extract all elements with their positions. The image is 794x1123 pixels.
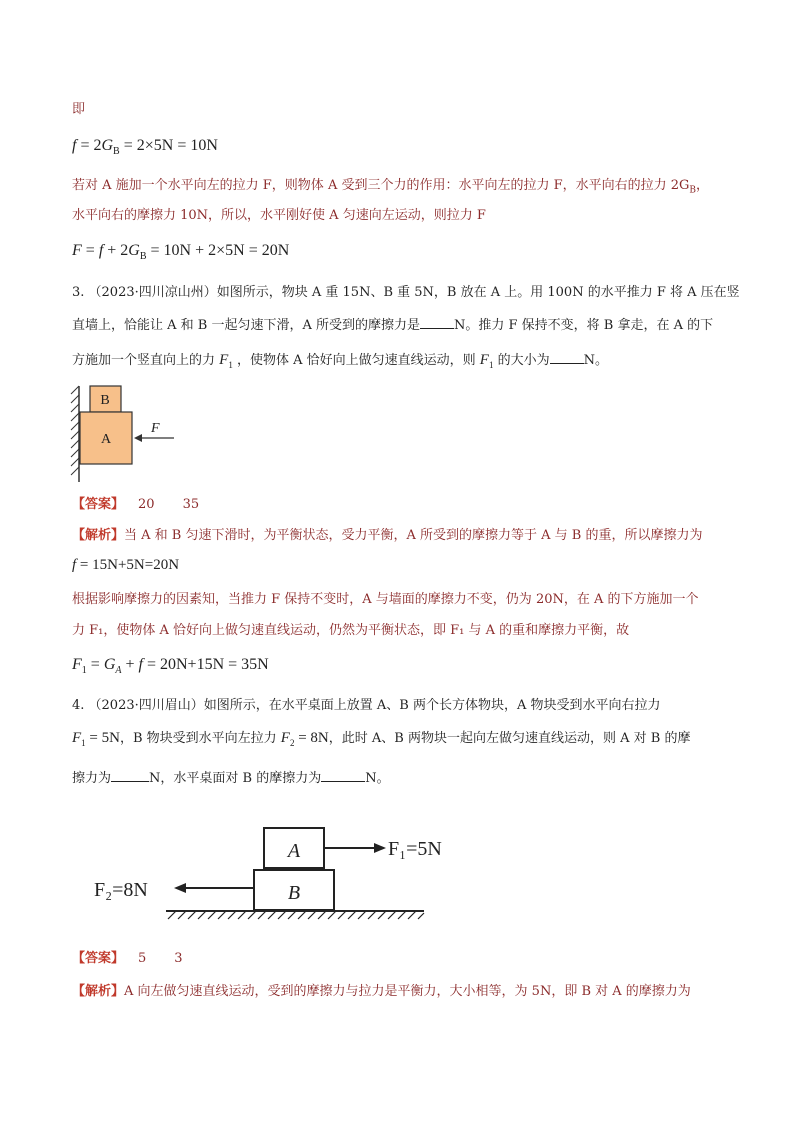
force-arrow-head	[134, 434, 142, 442]
text-segment: N。推力 F 保持不变，将 B 拿走，在 A 的下	[454, 318, 714, 333]
text-line	[72, 177, 709, 200]
text-segment: 直墙上，恰能让 A 和 B 一起匀速下滑，A 所受到的摩擦力是	[72, 318, 420, 333]
force-f1-arrowhead	[374, 843, 386, 853]
text-segment: ，	[696, 178, 710, 193]
text-segment: ，使物体 A 恰好向上做匀速直线运动，则	[236, 353, 476, 368]
text-segment: ，B 物块受到水平向左拉力	[119, 731, 277, 746]
answer-line	[72, 496, 199, 514]
question-4-line-3	[72, 769, 390, 788]
math-F1: $F_1$	[479, 352, 494, 370]
text-line: 水平向右的摩擦力 10N，所以，水平刚好使 A 匀速向左运动，则拉力 F	[72, 208, 486, 223]
equation-F1: $F_1 = G_A + f = 20N+15N = 35N$	[72, 656, 269, 677]
question-3-line-2	[72, 316, 713, 335]
answer-value: 35	[182, 497, 200, 512]
equation-friction: f = 15N+5N=20N	[72, 557, 180, 573]
question-4-line-2	[72, 729, 690, 752]
analysis-line	[72, 983, 691, 1001]
answer-blank	[420, 316, 454, 329]
equation-F: $F = f + 2G_B = 10N + 2\times 5N = 20N$	[72, 242, 290, 263]
math-F2-8N: $F_2 = 8N$	[280, 730, 329, 748]
block-a-label: A	[100, 432, 112, 447]
answer-value: 3	[174, 951, 183, 966]
math-F1: $F_1$	[219, 352, 233, 370]
answer-value: 5	[138, 951, 147, 966]
subscript: B	[689, 185, 697, 196]
analysis-line: 力 F₁，使物体 A 恰好向上做匀速直线运动，仍然为平衡状态，即 F₁ 与 A 的重和摩擦力平衡，故	[72, 623, 630, 638]
text-segment: N，水平桌面对 B 的摩擦力为	[149, 771, 322, 786]
answer-blank	[111, 769, 149, 782]
analysis-tag: 【解析】	[72, 984, 125, 999]
force-f1-label: F₁=5N	[388, 838, 442, 860]
question-4-line-1: 4. （2023·四川眉山）如图所示，在水平桌面上放置 A、B 两个长方体物块，A 物块受到水平向右拉力	[72, 698, 661, 713]
answer-blank	[321, 769, 365, 782]
force-f2-arrowhead	[174, 883, 186, 893]
text-segment: 的大小为	[497, 353, 550, 368]
analysis-line: 根据影响摩擦力的因素知，当推力 F 保持不变时，A 与墙面的摩擦力不变，仍为 20N，在 A 的下方施加一个	[72, 592, 699, 607]
question-3-line-3	[72, 351, 608, 374]
text-segment: ，此时 A、B 两物块一起向左做匀速直线运动，则 A 对 B 的摩	[328, 731, 691, 746]
text-segment: N。	[365, 771, 390, 786]
answer-blank	[550, 351, 584, 364]
analysis-text: 当 A 和 B 匀速下滑时，为平衡状态，受力平衡，A 所受到的摩擦力等于 A 与 B 的重，所以摩擦力为	[124, 528, 703, 543]
analysis-line	[72, 527, 702, 545]
answer-line	[72, 950, 183, 968]
answer-value: 20	[138, 497, 155, 512]
block-b-label: B	[100, 393, 110, 408]
question-3-line-1: 3. （2023·四川凉山州）如图所示，物块 A 重 15N、B 重 5N，B 放在 A 上。用 100N 的水平推力 F 将 A 压在竖	[72, 285, 740, 300]
text-line: 即	[72, 102, 86, 117]
block-b-label: B	[287, 882, 301, 904]
wall-hatching	[71, 386, 79, 475]
block-a-label: A	[287, 840, 301, 862]
text-segment: 擦力为	[72, 771, 112, 786]
answer-tag: 【答案】	[72, 497, 125, 512]
table-blocks-figure	[88, 820, 468, 930]
equation-f-2gb: $f = 2G_B = 2\times 5N = 10N$	[72, 137, 218, 158]
table-hatching	[168, 911, 424, 919]
text-segment: 方施加一个竖直向上的力	[72, 353, 216, 368]
answer-tag: 【答案】	[72, 951, 125, 966]
wall-blocks-figure	[68, 382, 180, 486]
math-F1-5N: $F_1 = 5N$	[72, 730, 120, 748]
analysis-text: A 向左做匀速直线运动，受到的摩擦力与拉力是平衡力，大小相等，为 5N，即 B 对 A 的摩擦力为	[124, 984, 691, 999]
text-segment: 若对 A 施加一个水平向左的拉力 F，则物体 A 受到三个力的作用：水平向左的拉力 F，水平向右的拉力 2G	[72, 178, 690, 193]
analysis-tag: 【解析】	[72, 528, 125, 543]
force-f2-label: F₂=8N	[94, 879, 148, 901]
text-segment: N。	[583, 353, 608, 368]
force-label: F	[151, 421, 160, 436]
